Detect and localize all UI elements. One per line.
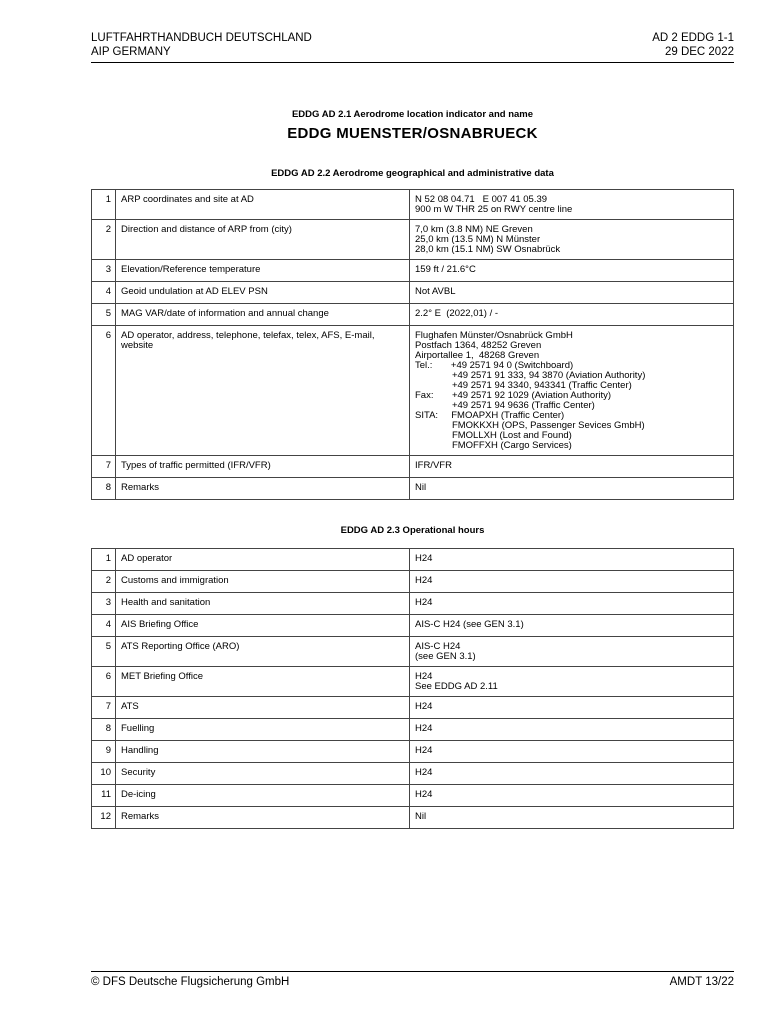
copyright-notice: © DFS Deutsche Flugsicherung GmbH <box>91 976 290 988</box>
table-row <box>92 326 734 456</box>
table-row <box>92 807 734 829</box>
row-subject: Customs and immigration <box>116 571 410 593</box>
table-row <box>92 667 734 697</box>
publication-subtitle: AIP GERMANY <box>91 46 171 58</box>
page-reference: AD 2 EDDG 1-1 <box>652 32 734 44</box>
row-value: AIS-C H24 (see GEN 3.1) <box>410 637 734 667</box>
row-number: 3 <box>92 260 116 282</box>
row-number: 6 <box>92 667 116 697</box>
row-number: 11 <box>92 785 116 807</box>
geographical-data-table <box>91 189 734 500</box>
row-number: 2 <box>92 571 116 593</box>
table-row <box>92 763 734 785</box>
row-value: 159 ft / 21.6°C <box>410 260 734 282</box>
publication-title: LUFTFAHRTHANDBUCH DEUTSCHLAND <box>91 32 312 44</box>
operational-hours-rows <box>92 549 734 829</box>
row-subject: Fuelling <box>116 719 410 741</box>
row-subject: Remarks <box>116 478 410 500</box>
row-subject: Direction and distance of ARP from (city) <box>116 220 410 260</box>
table-row <box>92 741 734 763</box>
row-number: 2 <box>92 220 116 260</box>
table-row <box>92 304 734 326</box>
row-value: H24 <box>410 571 734 593</box>
running-header-left <box>91 31 312 59</box>
row-value: H24 <box>410 719 734 741</box>
row-value: H24 <box>410 593 734 615</box>
row-subject: Security <box>116 763 410 785</box>
row-value: 7,0 km (3.8 NM) NE Greven 25,0 km (13.5 NM) N Münster 28,0 km (15.1 NM) SW Osnabrück <box>410 220 734 260</box>
row-number: 8 <box>92 719 116 741</box>
row-subject: Elevation/Reference temperature <box>116 260 410 282</box>
row-value: H24 <box>410 697 734 719</box>
row-number: 5 <box>92 304 116 326</box>
table-row <box>92 637 734 667</box>
row-subject: Health and sanitation <box>116 593 410 615</box>
table-row <box>92 549 734 571</box>
header-divider <box>91 62 734 63</box>
row-number: 7 <box>92 456 116 478</box>
table-row <box>92 615 734 637</box>
operational-hours-table <box>91 548 734 829</box>
row-value: AIS-C H24 (see GEN 3.1) <box>410 615 734 637</box>
row-subject: ATS Reporting Office (ARO) <box>116 637 410 667</box>
row-number: 1 <box>92 549 116 571</box>
table-row <box>92 785 734 807</box>
row-subject: MET Briefing Office <box>116 667 410 697</box>
row-number: 12 <box>92 807 116 829</box>
table-row <box>92 478 734 500</box>
row-value: Not AVBL <box>410 282 734 304</box>
row-number: 5 <box>92 637 116 667</box>
effective-date: 29 DEC 2022 <box>664 46 734 58</box>
row-subject: AD operator <box>116 549 410 571</box>
row-subject: AD operator, address, telephone, telefax, telex, AFS, E-mail, website <box>116 326 410 456</box>
section-21-title: EDDG AD 2.1 Aerodrome location indicator and name <box>291 109 534 120</box>
row-value: N 52 08 04.71 E 007 41 05.39 900 m W THR 25 on RWY centre line <box>410 190 734 220</box>
table-row <box>92 719 734 741</box>
running-header-right <box>652 31 734 59</box>
row-value: H24 <box>410 785 734 807</box>
table-row <box>92 593 734 615</box>
amendment-number: AMDT 13/22 <box>669 976 734 988</box>
table-row <box>92 697 734 719</box>
row-subject: Remarks <box>116 807 410 829</box>
row-subject: Geoid undulation at AD ELEV PSN <box>116 282 410 304</box>
row-value: H24 See EDDG AD 2.11 <box>410 667 734 697</box>
row-value: Nil <box>410 807 734 829</box>
row-subject: AIS Briefing Office <box>116 615 410 637</box>
row-number: 1 <box>92 190 116 220</box>
row-value: Flughafen Münster/Osnabrück GmbH Postfach 1364, 48252 Greven Airportallee 1, 48268 Greven Tel.: +49 2571 94 0 (Switchboard) +49 2571 91 333, 94 3870 (Aviation Authority) +49 2571 94 3340, 943341 (Traffic Center) Fax: +49 2571 92 1029 (Aviation Authority) +49 2571 94 9636 (Traffic Center) SITA: FMOAPXH (Traffic Center) FMOKKXH (OPS, Passenger Sevices GmbH) FMOLLXH (Lost and Found) FMOFFXH (Cargo Services) <box>410 326 734 456</box>
row-number: 8 <box>92 478 116 500</box>
row-subject: Handling <box>116 741 410 763</box>
row-subject: Types of traffic permitted (IFR/VFR) <box>116 456 410 478</box>
row-value: H24 <box>410 763 734 785</box>
geographical-data-rows <box>92 190 734 500</box>
row-subject: ATS <box>116 697 410 719</box>
row-number: 9 <box>92 741 116 763</box>
row-number: 7 <box>92 697 116 719</box>
aerodrome-name: EDDG MUENSTER/OSNABRUECK <box>287 125 538 142</box>
row-subject: De-icing <box>116 785 410 807</box>
row-number: 6 <box>92 326 116 456</box>
row-number: 10 <box>92 763 116 785</box>
row-value: Nil <box>410 478 734 500</box>
table-row <box>92 190 734 220</box>
table-row <box>92 571 734 593</box>
row-subject: ARP coordinates and site at AD <box>116 190 410 220</box>
table-row <box>92 260 734 282</box>
table-row <box>92 282 734 304</box>
row-value: 2.2° E (2022,01) / - <box>410 304 734 326</box>
footer-divider <box>91 971 734 972</box>
table-row <box>92 220 734 260</box>
row-number: 4 <box>92 282 116 304</box>
row-subject: MAG VAR/date of information and annual change <box>116 304 410 326</box>
row-value: H24 <box>410 549 734 571</box>
row-value: H24 <box>410 741 734 763</box>
row-number: 3 <box>92 593 116 615</box>
section-23-title: EDDG AD 2.3 Operational hours <box>340 525 485 536</box>
table-row <box>92 456 734 478</box>
row-value: IFR/VFR <box>410 456 734 478</box>
row-number: 4 <box>92 615 116 637</box>
section-22-title: EDDG AD 2.2 Aerodrome geographical and administrative data <box>271 168 554 179</box>
